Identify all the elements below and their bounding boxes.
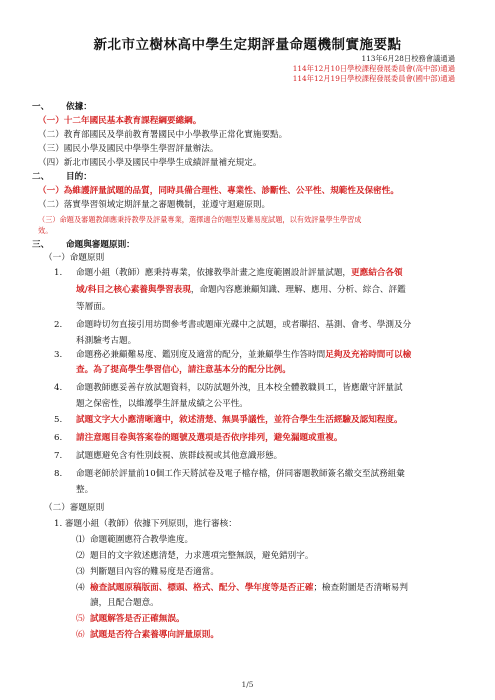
principle-8-number: 8.: [54, 469, 63, 479]
review-item-2-number: ⑵: [76, 551, 85, 561]
section-2-number: 二、: [32, 172, 50, 182]
principle-2-line-1: 命題時切勿直接引用坊間參考書或題庫光碟中之試題，或者聯招、基測、會考、學測及分: [76, 320, 412, 330]
revision-note-1: 113年6月28日校務會議通過: [361, 54, 455, 63]
revision-note-2: 114年12月10日學校課程發展委員會(高中部)通過: [292, 64, 455, 73]
section-2-title: 目的：: [66, 172, 92, 182]
review-item-6-line-1: 試題是否符合素養導向評量原則。: [90, 630, 219, 640]
principle-8-line-2: 整。: [76, 485, 94, 495]
section-1-item-1: （一）十二年國民基本教育課程綱要總綱。: [38, 116, 202, 126]
section-1-title: 依據：: [66, 102, 92, 112]
section-2-item-1: （一）為維護評量試題的品質，同時具備合理性、專業性、診斷性、公平性、規範性及保密性。: [38, 186, 399, 196]
review-item-4-line-1: 檢查試題原稿版面、標頭、格式、配分、學年度等是否正確；檢查附圖是否清晰易判: [90, 583, 408, 593]
section-3-title: 命題與審題原則：: [66, 240, 135, 250]
principle-2-line-2: 科測驗考古題。: [76, 336, 137, 346]
review-item-1-line-1: 命題範圍應符合教學進度。: [90, 535, 194, 545]
principle-1-line-2: 域/科目之核心素養與學習表現，命題內容應兼顧知識、理解、應用、分析、綜合、評鑑: [76, 285, 406, 295]
subsection-review-principles: （二）審題原則: [44, 503, 105, 513]
section-3-number: 三、: [32, 240, 50, 250]
principle-5-line-1: 試題文字大小應清晰適中，敘述清楚、無異爭議性，並符合學生生活經驗及認知程度。: [76, 415, 403, 425]
section-1-number: 一、: [32, 102, 50, 112]
section-2-item-3-line-1: （三）命題及審題教師應秉持教學及評量專業，選擇適合的題型及難易度試題，以有效評量學生學習成: [38, 215, 362, 224]
principle-1-line-3: 等層面。: [76, 302, 111, 312]
principle-2-number: 2.: [54, 320, 63, 330]
section-2-item-2: （二）落實學習領域定期評量之審題機制，並遵守迴避原則。: [38, 200, 271, 210]
principle-6-number: 6.: [54, 433, 63, 443]
review-item-5-line-1: 試題解答是否正確無誤。: [90, 614, 185, 624]
principle-6-line-1: 請注意題目卷與答案卷的題號及選項是否依序排列，避免漏題或重複。: [76, 433, 343, 443]
principle-3-line-1: 命題務必兼顧難易度、鑑別度及適當的配分，並兼顧學生作答時間足夠及充裕時間可以檢: [76, 350, 412, 360]
principle-4-number: 4.: [54, 383, 63, 393]
review-item-1-number: ⑴: [76, 535, 85, 545]
principle-3-line-2: 查。為了提高學生學習信心，請注意基本分的配分比例。: [76, 365, 291, 375]
review-item-4-line-2: 讀，且配合題意。: [90, 598, 159, 608]
section-2-item-3-line-2: 效。: [38, 226, 53, 235]
document-title: 新北市立樹林高中學生定期評量命題機制實施要點: [93, 37, 402, 53]
principle-3-number: 3.: [54, 350, 63, 360]
principle-1-line-1: 命題小組（教師）應秉持專業，依據教學計畫之進度範圍設計評量試題，更應結合各領: [76, 268, 403, 278]
section-1-item-4: （四）新北市國民小學及國民中學學生成績評量補充規定。: [38, 158, 262, 168]
page-number: 1/5: [241, 680, 254, 689]
review-item-4-number: ⑷: [76, 583, 85, 593]
principle-7-number: 7.: [54, 451, 63, 461]
review-item-3-line-1: 判斷題目內容的難易度是否適當。: [90, 567, 219, 577]
revision-note-3: 114年12月19日學校課程發展委員會(國中部)通過: [292, 74, 455, 83]
review-item-5-number: ⑸: [76, 614, 85, 624]
subsection-question-principles: （一）命題原則: [44, 253, 105, 263]
section-1-item-3: （三）國民小學及國民中學學生學習評量辦法。: [38, 144, 219, 154]
review-item-6-number: ⑹: [76, 630, 85, 640]
principle-4-line-1: 命題教師應妥善存放試題資料，以防試題外洩，且本校全體教職員工，皆應嚴守評量試: [76, 383, 403, 393]
principle-8-line-1: 命題老師於評量前10個工作天將試卷及電子檔存檔，併同審題教師簽名繳交至試務組彙: [76, 469, 405, 479]
principle-4-line-2: 題之保密性，以維護學生評量成績之公平性。: [76, 399, 248, 409]
review-item-3-number: ⑶: [76, 567, 85, 577]
principle-7-line-1: 試題應避免含有性別歧視、族群歧視或其他意識形態。: [76, 451, 283, 461]
review-intro: 1. 審題小組（教師）依據下列原則，進行審核：: [54, 519, 237, 529]
principle-1-number: 1.: [54, 268, 63, 278]
review-item-2-line-1: 題目的文字敘述應清楚，力求選項完整無誤，避免錯別字。: [90, 551, 314, 561]
section-1-item-2: （二）教育部國民及學前教育署國民中小學教學正常化實施要點。: [38, 130, 288, 140]
principle-5-number: 5.: [54, 415, 63, 425]
